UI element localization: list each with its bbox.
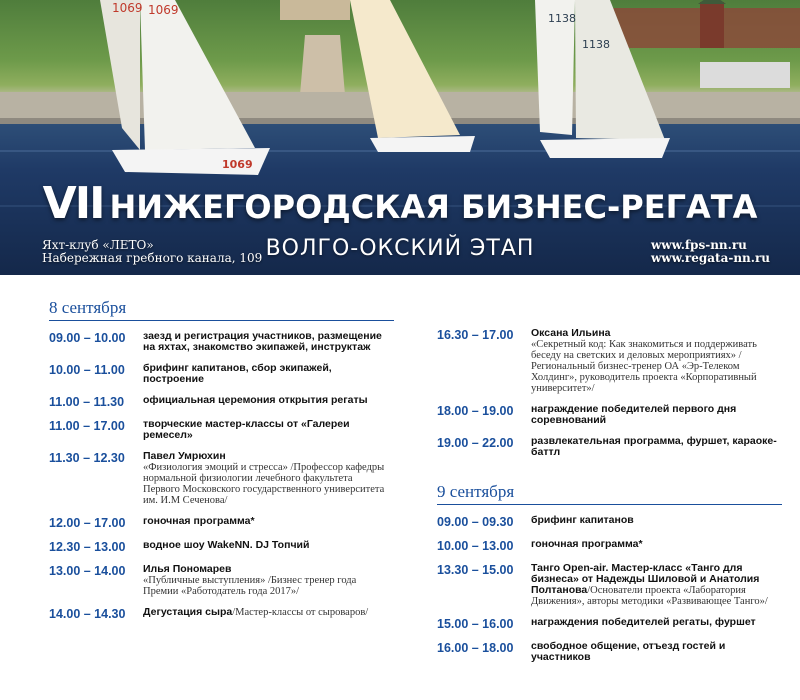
schedule-event — [531, 617, 787, 628]
schedule-event — [143, 331, 389, 353]
svg-text:1138: 1138 — [548, 12, 576, 25]
svg-text:1069: 1069 — [222, 158, 253, 171]
svg-text:1069: 1069 — [148, 3, 179, 17]
schedule-row — [49, 395, 389, 409]
event-title: творческие мастер-классы от «Галереи ремесел» — [143, 418, 350, 441]
schedule-event — [143, 607, 389, 618]
website-links — [651, 239, 770, 265]
schedule-event — [531, 563, 787, 607]
schedule-row — [49, 540, 389, 554]
event-title: брифинг капитанов — [531, 514, 634, 526]
schedule-row — [437, 436, 787, 458]
schedule-time: 15.00 – 16.00 — [437, 617, 514, 631]
schedule-event — [531, 641, 787, 663]
event-note: «Физиология эмоций и стресса» /Профессор кафедры нормальной физиологии лечебного факультета Первого Московского государственного университета им. И.М Сеченова/ — [143, 462, 385, 506]
schedule-event — [143, 395, 389, 406]
schedule-time: 12.30 – 13.00 — [49, 540, 126, 554]
schedule-time: 13.00 – 14.00 — [49, 564, 126, 578]
event-title: Илья Пономарев — [143, 563, 232, 575]
event-note: «Публичные выступления» /Бизнес тренер года Премии «Работодатель года 2017»/ — [143, 575, 357, 597]
club-address: Набережная гребного канала, 109 — [42, 251, 263, 265]
schedule-event — [531, 404, 787, 426]
day1-right-list — [437, 328, 787, 458]
regatta-photo — [0, 0, 800, 275]
schedule-row — [437, 563, 787, 607]
svg-text:1138: 1138 — [582, 38, 610, 51]
event-title: водное шоу WakeNN. DJ Топчий — [143, 539, 310, 551]
schedule-event — [143, 451, 389, 506]
event-title: Павел Умрюхин — [143, 450, 226, 462]
schedule-time: 14.00 – 14.30 — [49, 607, 126, 621]
schedule-left-column — [49, 298, 389, 631]
event-title: Оксана Ильина — [531, 327, 611, 339]
schedule-event — [531, 436, 787, 458]
event-title: официальная церемония открытия регаты — [143, 394, 368, 406]
schedule-event — [143, 363, 389, 385]
svg-text:1069: 1069 — [112, 1, 143, 15]
day1-left-list — [49, 331, 389, 621]
event-title: награждение победителей первого дня соревнований — [531, 403, 737, 426]
schedule-time: 11.00 – 11.30 — [49, 395, 125, 409]
event-note: /Основатели проекта «Лаборатория Движения», авторы методики «Развивающее Танго»/ — [531, 585, 768, 607]
schedule-time: 12.00 – 17.00 — [49, 516, 126, 530]
schedule-row — [437, 617, 787, 631]
club-info — [42, 239, 262, 265]
schedule-right-column — [437, 328, 787, 673]
website-link-fps[interactable]: www.fps-nn.ru — [650, 238, 747, 252]
schedule-event — [143, 564, 389, 597]
event-title: Танго Open-air. Мастер-класс «Танго для бизнеса» от Надежды Шиловой и Анатолия Полтанова — [531, 562, 760, 596]
website-link-regata[interactable]: www.regata-nn.ru — [650, 251, 770, 265]
title-text: НИЖЕГОРОДСКАЯ БИЗНЕС-РЕГАТА — [109, 188, 758, 226]
event-title: Дегустация сыра — [143, 606, 233, 618]
schedule-row — [49, 607, 389, 621]
regatta-subtitle: ВОЛГО-ОКСКИЙ ЭТАП — [265, 236, 535, 261]
schedule-row — [49, 516, 389, 530]
schedule-event — [143, 540, 389, 551]
event-note: «Секретный код: Как знакомиться и поддерживать беседу на светских и деловых мероприятиях» /Региональный бизнес-тренер ОА «Эр-Телеком Холдинг», руководитель проекта «Корпоративный университет»/ — [531, 339, 757, 394]
schedule-time: 09.00 – 09.30 — [437, 515, 514, 529]
schedule-time: 10.00 – 11.00 — [49, 363, 125, 377]
title-number: VII — [42, 178, 104, 229]
schedule-event — [531, 515, 787, 526]
schedule-time: 13.30 – 15.00 — [437, 563, 514, 577]
schedule-event — [531, 328, 787, 394]
schedule-row — [49, 564, 389, 597]
schedule-row — [49, 363, 389, 385]
schedule-time: 16.30 – 17.00 — [437, 328, 514, 342]
schedule-row — [49, 419, 389, 441]
schedule-time: 18.00 – 19.00 — [437, 404, 514, 418]
schedule-row — [437, 404, 787, 426]
schedule-row — [49, 331, 389, 353]
event-title: развлекательная программа, фуршет, караоке-баттл — [531, 435, 777, 458]
event-title: брифинг капитанов, сбор экипажей, построение — [143, 362, 332, 385]
event-title: свободное общение, отъезд гостей и участников — [531, 640, 726, 663]
event-title: награждения победителей регаты, фуршет — [531, 616, 756, 628]
schedule-time: 19.00 – 22.00 — [437, 436, 514, 450]
schedule-row — [437, 539, 787, 553]
event-title: заезд и регистрация участников, размещение на яхтах, знакомство экипажей, инструктаж — [143, 330, 382, 353]
schedule-time: 11.30 – 12.30 — [49, 451, 125, 465]
day-heading-sep8: 8 сентября — [49, 298, 394, 321]
schedule-event — [143, 419, 389, 441]
schedule-time: 09.00 – 10.00 — [49, 331, 126, 345]
schedule-row — [49, 451, 389, 506]
day2-list — [437, 515, 787, 663]
event-title: гоночная программа* — [143, 515, 255, 527]
schedule-time: 16.00 – 18.00 — [437, 641, 514, 655]
hero-banner — [0, 0, 800, 275]
schedule-event — [531, 539, 787, 550]
schedule-row — [437, 515, 787, 529]
schedule-time: 11.00 – 17.00 — [49, 419, 125, 433]
event-note: /Мастер-классы от сыроваров/ — [232, 607, 369, 618]
day-heading-sep9: 9 сентября — [437, 482, 782, 505]
schedule-row — [437, 641, 787, 663]
schedule-time: 10.00 – 13.00 — [437, 539, 514, 553]
schedule-event — [143, 516, 389, 527]
club-name: Яхт-клуб «ЛЕТО» — [42, 238, 154, 252]
event-title: гоночная программа* — [531, 538, 643, 550]
schedule-row — [437, 328, 787, 394]
regatta-title — [0, 178, 800, 229]
